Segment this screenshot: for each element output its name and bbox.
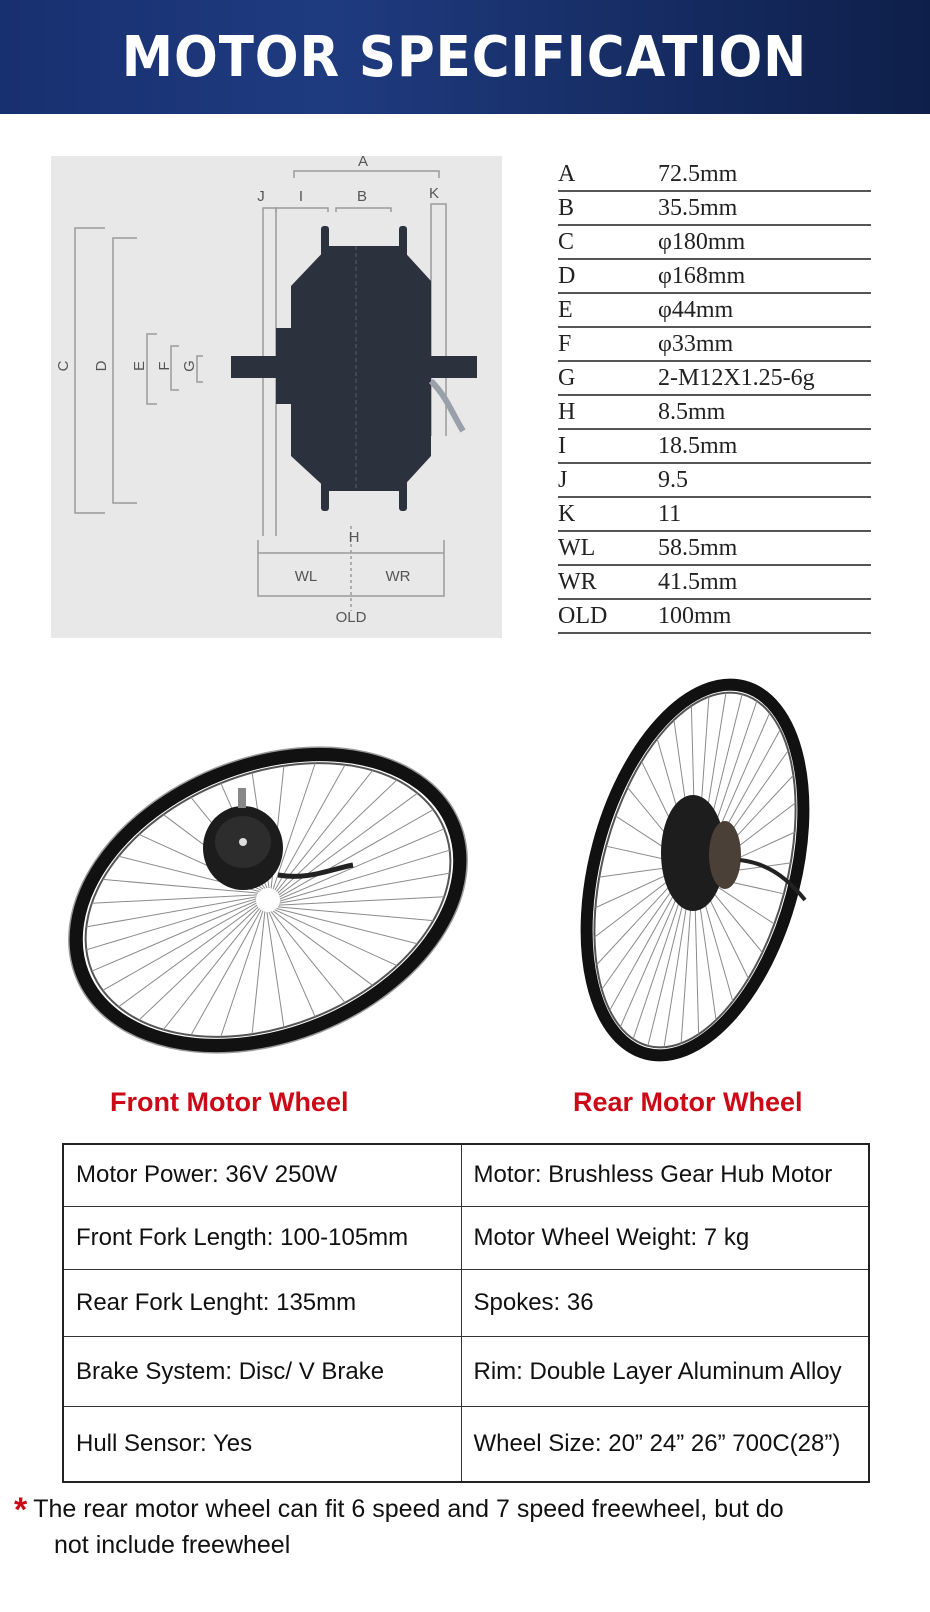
diagram-label-a: A [357,156,369,170]
spoke [278,855,433,973]
dimension-key: WR [558,569,597,595]
dimension-row [558,294,871,328]
dimension-key: H [558,399,576,425]
motor-dimension-diagram [51,156,502,638]
spec-row [63,1144,869,1206]
dimension-value: 18.5mm [658,433,738,459]
diagram-label-h: H [348,529,360,546]
dimension-key: A [558,161,576,187]
spec-row [63,1206,869,1269]
spec-cell: Rear Fork Lenght: 135mm [63,1269,461,1336]
diagram-label-old: OLD [335,609,367,626]
dimension-row [558,498,871,532]
dimension-value: φ44mm [658,297,734,323]
diagram-label-k: K [428,185,440,202]
dimension-row [558,158,871,192]
dimension-value: 9.5 [658,467,688,493]
dimension-row [558,396,871,430]
spec-cell: Motor Wheel Weight: 7 kg [461,1206,869,1269]
spoke [271,810,442,897]
dimension-key: F [558,331,572,357]
dimension-value: φ33mm [658,331,734,357]
diagram-label-d: D [93,360,110,372]
note-line-2: not include freewheel [54,1531,291,1559]
diagram-label-wl: WL [294,568,318,585]
dimension-value: 41.5mm [658,569,738,595]
rear-motor-wheel-image [575,675,835,1075]
spoke [94,903,265,990]
dimension-value: 58.5mm [658,535,738,561]
dimension-value: φ168mm [658,263,746,289]
freewheel-note [14,1492,914,1563]
dimension-value: 8.5mm [658,399,726,425]
dimension-key: B [558,195,575,221]
spec-cell: Rim: Double Layer Aluminum Alloy [461,1336,869,1406]
spec-row [63,1407,869,1482]
dimension-value: φ180mm [658,229,746,255]
dimension-value: 72.5mm [658,161,738,187]
dimension-key: G [558,365,576,391]
diagram-label-g: G [181,360,198,372]
spec-row [63,1269,869,1336]
dimension-value: 2-M12X1.25-6g [658,365,815,391]
dimension-row [558,532,871,566]
dimension-key: E [558,297,573,323]
dimension-key: D [558,263,576,289]
front-motor-wheel-image [68,730,478,1070]
spoke [269,911,315,1019]
spoke [135,908,288,1029]
front-wheel-caption: Front Motor Wheel [110,1087,349,1117]
spec-cell: Wheel Size: 20” 24” 26” 700C(28”) [461,1407,869,1482]
motor-drawing [51,156,502,638]
dimension-row [558,192,871,226]
page-title: MOTOR SPECIFICATION [122,24,808,90]
dimension-key: K [558,501,576,527]
dimension-row [558,566,871,600]
diagram-label-f: F [156,361,173,371]
dimension-key: C [558,229,575,255]
dimension-row [558,226,871,260]
dimension-key: J [558,467,568,493]
diagram-label-wr: WR [385,568,411,585]
diagram-label-b: B [356,188,368,205]
spec-cell: Front Fork Length: 100-105mm [63,1206,461,1269]
dimension-value: 11 [658,501,682,527]
spec-cell: Hull Sensor: Yes [63,1407,461,1482]
rear-wheel-caption: Rear Motor Wheel [573,1087,803,1117]
dimension-value: 100mm [658,603,732,629]
header-banner [0,0,930,114]
spoke [279,847,444,956]
spec-table [62,1143,870,1483]
spec-cell: Motor Power: 36V 250W [63,1144,461,1206]
dimension-row [558,362,871,396]
dimension-key: WL [558,535,596,561]
diagram-label-i: I [298,188,304,205]
dimension-row [558,430,871,464]
asterisk-icon: * [14,1491,28,1529]
diagram-label-j: J [257,188,265,205]
spec-cell: Motor: Brushless Gear Hub Motor [461,1144,869,1206]
note-line-1: The rear motor wheel can fit 6 speed and 7 speed freewheel, but do [33,1495,784,1523]
dimension-row [558,328,871,362]
dimension-key: OLD [558,603,608,629]
spoke [157,910,295,1035]
dimension-row [558,260,871,294]
dimension-row [558,600,871,634]
dimension-row [558,464,871,498]
diagram-label-e: E [131,360,148,372]
spoke [116,907,280,1020]
dimension-table [558,158,871,634]
diagram-label-c: C [55,360,72,372]
dimension-value: 35.5mm [658,195,738,221]
spec-row [63,1336,869,1406]
spec-cell: Brake System: Disc/ V Brake [63,1336,461,1406]
spoke [241,912,309,1027]
spec-cell: Spokes: 36 [461,1269,869,1336]
dimension-key: I [558,433,566,459]
